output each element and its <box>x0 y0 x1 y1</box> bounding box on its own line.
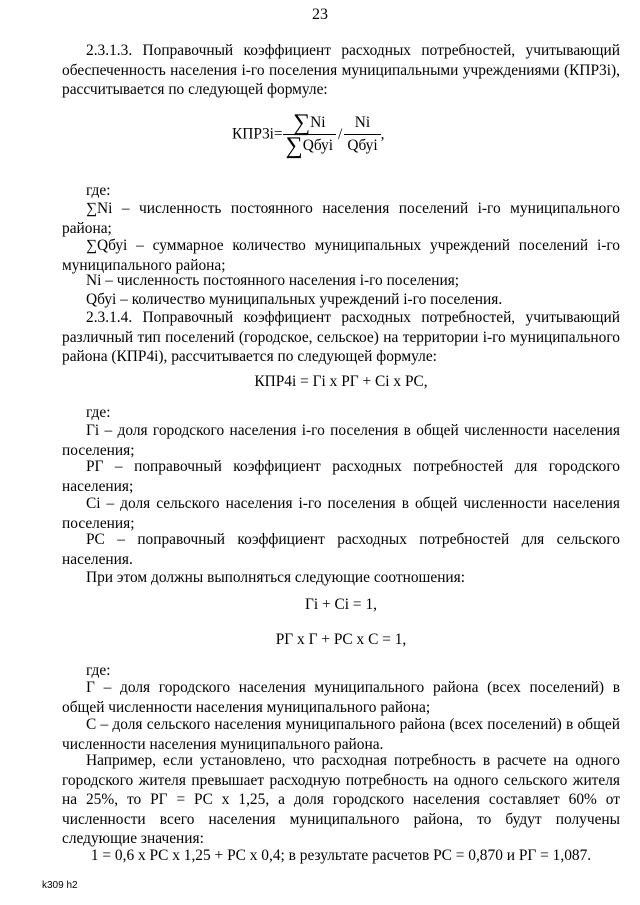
formula-balance: РГ х Г + PC х С = 1, <box>275 631 407 648</box>
definition: Qбуi – количество муниципальных учреждений i-го поселения. <box>86 291 503 308</box>
definition: С – доля сельского населения муниципального района (всех поселений) в общей численности населения муниципального района. <box>62 716 620 753</box>
fraction-1: $\frac{\sum Ni}{\text{∑Qбуi}}$ <box>283 113 336 156</box>
paragraph-2-3-1-4: 2.3.1.4. Поправочный коэффициент расходных потребностей, учитывающий различный тип поселений (городское, сельское) на территории i-го муниципального района (КПР4i), рассчитывается по следующей формуле: <box>62 309 620 365</box>
formula-kpr3: КПР3i= $\frac{\sum Ni}{\text{∑Qбуi}}$ / $\frac{Ni}{\text{Qбуi}}$ , <box>232 110 385 159</box>
definition: Ni – численность постоянного населения i-го поселения; <box>86 272 460 289</box>
fraction-2: $\frac{Ni}{\text{Qбуi}}$ <box>344 113 380 156</box>
definition: Г – доля городского населения муниципального района (всех поселений) в общей численности населения муниципального района; <box>62 679 620 716</box>
where-label: где: <box>86 662 111 679</box>
formula-sum-shares: Гi + Ci = 1, <box>304 596 377 613</box>
definition: РГ – поправочный коэффициент расходных потребностей для городского населения; <box>62 458 620 495</box>
paragraph-example: Например, если установлено, что расходная потребность в расчете на одного городского жителя превышает расходную потребность на одного сельского жителя на 25%, то РГ = PC х 1,25, а доля городского населения составляет 60% от численности всего населения муниципального района, то будут получены следующие значения: <box>62 752 620 847</box>
footer-code: k309 h2 <box>42 880 78 891</box>
where-label: где: <box>86 182 111 199</box>
formula-kpr4: КПР4i = Гi х РГ + Ci х PC, <box>254 373 428 390</box>
definition: ∑Qбуi – суммарное количество муниципальных учреждений поселений i-го муниципального района; <box>62 237 620 274</box>
definition: Гi – доля городского населения i-го поселения в общей численности населения поселения; <box>62 422 620 459</box>
page-number: 23 <box>312 6 328 23</box>
formula-example-result: 1 = 0,6 х PC х 1,25 + PC х 0,4; в результате расчетов PC = 0,870 и РГ = 1,087. <box>90 847 592 864</box>
formula-lhs: КПР3i= <box>232 125 283 143</box>
where-label: где: <box>86 404 111 421</box>
definition: ∑Ni – численность постоянного населения поселений i-го муниципального района; <box>62 200 620 237</box>
paragraph-conditions: При этом должны выполняться следующие соотношения: <box>86 569 466 586</box>
definition: PC – поправочный коэффициент расходных потребностей для сельского населения. <box>62 531 620 568</box>
paragraph-2-3-1-3: 2.3.1.3. Поправочный коэффициент расходных потребностей, учитывающий обеспеченность населения i-го поселения муниципальными учреждениями (КПР3i), рассчитывается по следующей формуле: <box>62 42 620 98</box>
definition: Ci – доля сельского населения i-го поселения в общей численности населения поселения; <box>62 495 620 532</box>
